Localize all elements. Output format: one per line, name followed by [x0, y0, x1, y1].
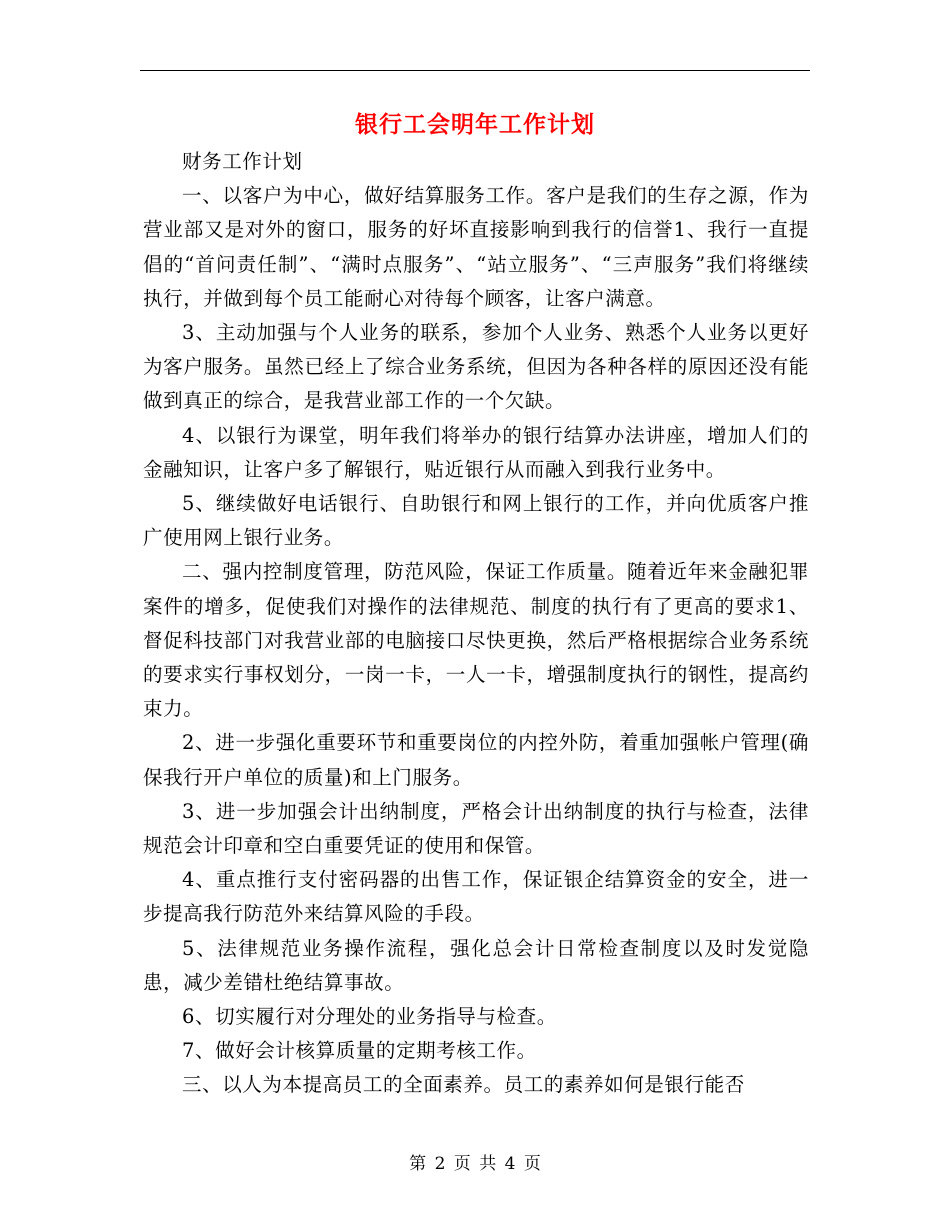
section-heading-finance-plan: 财务工作计划: [182, 150, 303, 173]
paragraph-key-positions: 2、进一步强化重要环节和重要岗位的内控外防，着重加强帐户管理(确保我行开户单位的质量)和上门服务。: [143, 731, 809, 789]
page-number-footer: 第 2 页 共 4 页: [409, 1154, 541, 1174]
paragraph-staff-quality: 三、以人为本提高员工的全面素养。员工的素养如何是银行能否: [182, 1073, 745, 1097]
paragraph-quality-assessment: 7、做好会计核算质量的定期考核工作。: [182, 1039, 537, 1063]
paragraph-operation-process: 5、法律规范业务操作流程，强化总会计日常检查制度以及时发觉隐患，减少差错杜绝结算事故。: [143, 936, 809, 994]
paragraph-e-banking: 5、继续做好电话银行、自助银行和网上银行的工作，并向优质客户推广使用网上银行业务。: [143, 492, 809, 550]
document-title: 银行工会明年工作计划: [355, 111, 595, 138]
paragraph-accounting-cashier: 3、进一步加强会计出纳制度，严格会计出纳制度的执行与检查，法律规范会计印章和空白重要凭证的使用和保管。: [143, 799, 809, 858]
paragraph-bank-classroom: 4、以银行为课堂，明年我们将举办的银行结算办法讲座，增加人们的金融知识，让客户多了解银行，贴近银行从而融入到我行业务中。: [143, 423, 809, 481]
paragraph-customer-service: 一、以客户为中心，做好结算服务工作。客户是我们的生存之源，作为营业部又是对外的窗口，服务的好坏直接影响到我行的信誉1、我行一直提倡的“首问责任制”、“满时点服务”、“站立服务”、“三声服务”我们将继续执行，并做到每个员工能耐心对待每个顾客，让客户满意。: [143, 184, 809, 310]
paragraph-internal-control: 二、强内控制度管理，防范风险，保证工作质量。随着近年来金融犯罪案件的增多，促使我们对操作的法律规范、制度的执行有了更高的要求1、督促科技部门对我营业部的电脑接口尽快更换，然后严格根据综合业务系统的要求实行事权划分，一岗一卡，一人一卡，增强制度执行的钢性，提高约束力。: [143, 560, 809, 721]
document-body: [143, 145, 809, 1103]
header-rule: [140, 70, 810, 71]
paragraph-personal-business: 3、主动加强与个人业务的联系，参加个人业务、熟悉个人业务以更好为客户服务。虽然已经上了综合业务系统，但因为各种各样的原因还没有能做到真正的综合，是我营业部工作的一个欠缺。: [143, 321, 809, 413]
paragraph-branch-guidance: 6、切实履行对分理处的业务指导与检查。: [182, 1005, 557, 1029]
paragraph-payment-password: 4、重点推行支付密码器的出售工作，保证银企结算资金的安全，进一步提高我行防范外来结算风险的手段。: [143, 868, 809, 926]
